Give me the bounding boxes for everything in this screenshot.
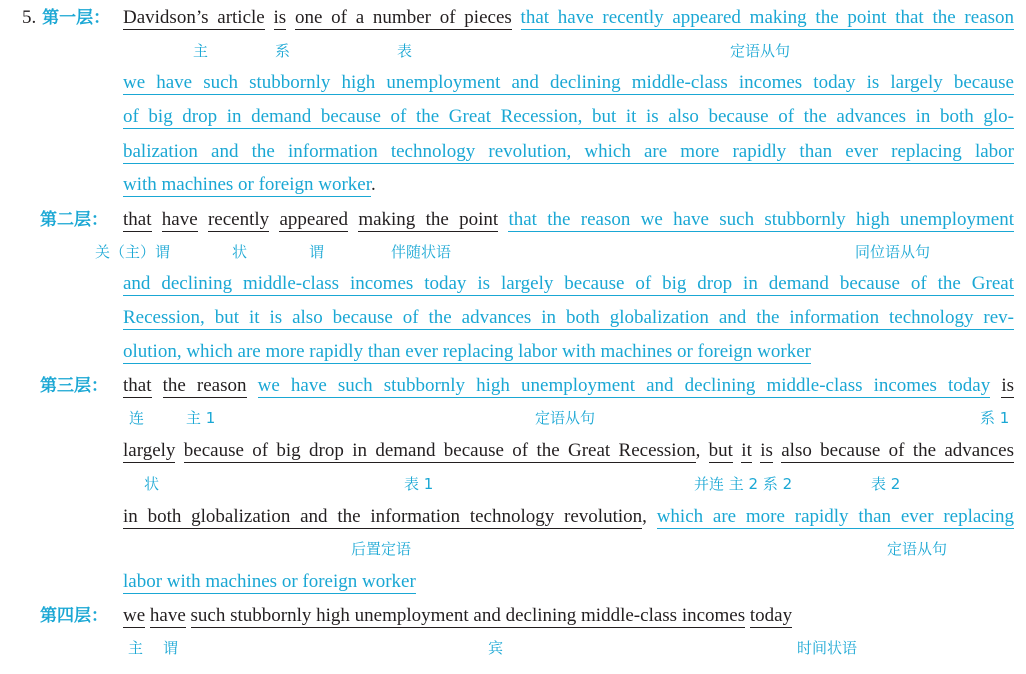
layer-2-line-1: that have recently appeared making the point that the reason we have such stubbornly high unemployment xyxy=(123,209,1015,230)
l3-ann-adverbial: 状 xyxy=(144,475,160,493)
layer-1-line-5: with machines or foreign worker. xyxy=(123,174,376,195)
l2-ann-verb: 谓 xyxy=(309,243,325,261)
layer-3-line-4: labor with machines or foreign worker xyxy=(123,571,416,592)
layer-2-line-3: Recession, but it is also because of the advances in both globalization and the information technology rev- xyxy=(123,307,1014,328)
l2-ann-relative-subject-verb: 关（主）谓 xyxy=(95,243,171,261)
l1-ann-predicative: 表 xyxy=(397,42,413,60)
layer-1-line-3: of big drop in demand because of the Great Recession, but it is also because of the advances in both glo- xyxy=(123,106,1014,127)
layer-1-line-4: balization and the information technology revolution, which are more rapidly than ever replacing labor xyxy=(123,141,1014,162)
l2-ann-accompanying-adverbial: 伴随状语 xyxy=(391,243,452,261)
layer-3-label: 第三层： xyxy=(40,376,108,396)
layer-2-line-4: olution, which are more rapidly than ever replacing labor with machines or foreign worker xyxy=(123,341,811,362)
l2-ann-appositive-clause: 同位语从句 xyxy=(855,243,931,261)
l1-predicative: one of a number of pieces xyxy=(294,7,512,28)
layer-1-label xyxy=(22,6,110,30)
l3-ann-postpositive-attributive: 后置定语 xyxy=(351,540,412,558)
l4-ann-time-adverbial: 时间状语 xyxy=(797,639,858,657)
l4-ann-object: 宾 xyxy=(488,639,504,657)
l3-ann-conjunction: 连 xyxy=(129,409,145,427)
l3-ann-subject-1: 主 1 xyxy=(186,409,216,427)
layer-2-line-2: and declining middle-class incomes today is largely because of big drop in demand because of the Great xyxy=(123,273,1014,294)
l3-ann-predicative-1: 表 1 xyxy=(404,475,434,493)
l3-ann-copula-1: 系 1 xyxy=(980,409,1010,427)
layer-1-label-text: 第一层： xyxy=(42,8,111,28)
layer-2-label: 第二层： xyxy=(40,210,108,230)
l3-ann-predicative-2: 表 2 xyxy=(871,475,901,493)
l3-ann-attributive-clause-2: 定语从句 xyxy=(887,540,948,558)
l1-subject: Davidson’s article xyxy=(123,7,265,28)
layer-3-line-2: largely because of big drop in demand because of the Great Recession, but it is also because of the advances xyxy=(123,440,1015,461)
l3-ann-attributive-clause: 定语从句 xyxy=(535,409,596,427)
l4-ann-subject: 主 xyxy=(128,639,144,657)
l1-attributive-clause-start: that have recently appeared making the point that the reason xyxy=(520,7,1015,28)
l1-ann-copula: 系 xyxy=(275,42,291,60)
item-number: 5. xyxy=(22,7,37,28)
l4-ann-verb: 谓 xyxy=(163,639,179,657)
l1-ann-attributive-clause: 定语从句 xyxy=(730,42,791,60)
l2-ann-adverbial: 状 xyxy=(232,243,248,261)
layer-1-line-1 xyxy=(123,6,1014,30)
l1-copula: is xyxy=(273,7,287,28)
layer-3-line-3: in both globalization and the information technology revolution, which are more rapidly than ever replacing xyxy=(123,506,1015,527)
l3-ann-coordinator-subject2-copula2: 并连 主 2 系 2 xyxy=(694,475,793,493)
layer-4-label: 第四层： xyxy=(40,606,108,626)
layer-4-line-1: we have such stubbornly high unemployment and declining middle-class incomes today xyxy=(123,605,793,626)
l1-ann-subject: 主 xyxy=(193,42,209,60)
layer-1-line-2: we have such stubbornly high unemployment and declining middle-class incomes today is largely because xyxy=(123,72,1014,93)
layer-3-line-1: that the reason we have such stubbornly high unemployment and declining middle-class incomes today is xyxy=(123,375,1015,396)
